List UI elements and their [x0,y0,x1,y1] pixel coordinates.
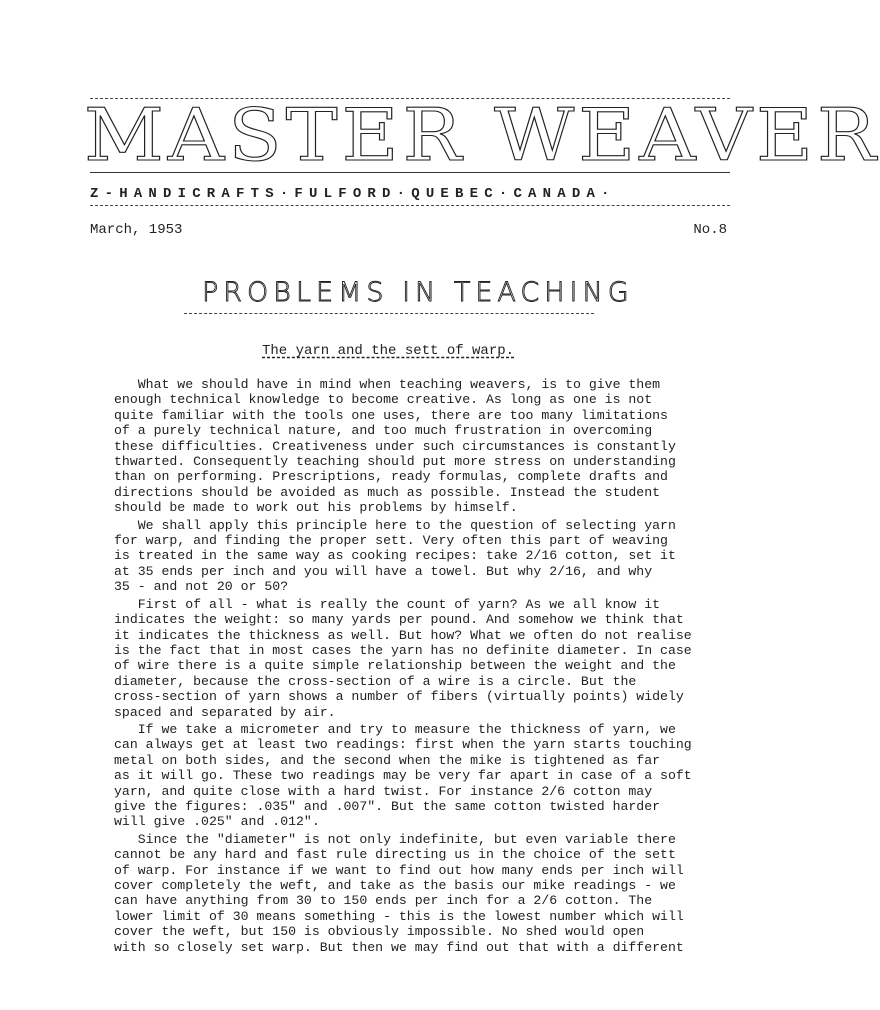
title-underline [184,313,594,314]
masthead-title: MASTER WEAVER [84,94,880,178]
article-title: PROBLEMS IN TEACHING [202,277,634,308]
issue-number: No.8 [693,222,727,238]
publisher-rule [90,205,730,206]
paragraph: We shall apply this principle here to the question of selecting yarn for warp, and finding the proper sett. Very often this part of weaving is treated in the same way as cooking recipes: take 2/16 cotton, set it at 35 ends per inch and you will have a towel. But why 2/16, and why 35 - and not 20 or 50? [114,517,676,595]
masthead-rule [90,172,730,173]
article-body [114,377,754,957]
publisher-line: Z-HANDICRAFTS·FULFORD·QUEBEC·CANADA· [90,186,616,202]
paragraph: First of all - what is really the count of yarn? As we all know it indicates the weight: so many yards per pound. And somehow we think that it indicates the thickness as well. But how? What we often do not realise is the fact that in most cases the yarn has no definite diameter. In case of wire there is a quite simple relationship between the weight and the diameter, because the cross-section of a wire is a circle. But the cross-section of yarn shows a number of fibers (virtually points) widely spaced and separated by air. [114,596,692,720]
paragraph: What we should have in mind when teaching weavers, is to give them enough technical knowledge to become creative. As long as one is not quite familiar with the tools one uses, there are too many limitations of a purely technical nature, and too much frustration in overcoming these difficulties. Creativeness under such circumstances is constantly thwarted. Consequently teaching should put more stress on understanding than on performing. Prescriptions, ready formulas, complete drafts and directions should be avoided as much as possible. Instead the student should be made to work out his problems by himself. [114,377,676,516]
paragraph: Since the "diameter" is not only indefinite, but even variable there cannot be any hard and fast rule directing us in the choice of the sett of warp. For instance if we want to find out how many ends per inch will cover completely the weft, and take as the basis our mike readings - we can have anything from 30 to 150 ends per inch for a 2/6 cotton. The lower limit of 30 means something - this is the lowest number which will cover the weft, but 150 is obviously impossible. No shed would open with so closely set warp. But then we may find out that with a different [114,831,684,955]
issue-date: March, 1953 [90,222,183,238]
paragraph: If we take a micrometer and try to measure the thickness of yarn, we can always get at least two readings: first when the yarn starts touching metal on both sides, and the second when the mike is tightened as far as it will go. These two readings may be very far apart in case of a soft yarn, and quite close with a hard twist. For instance 2/6 cotton may give the figures: .035" and .007". But the same cotton twisted harder will give .025" and .012". [114,721,692,830]
article-subtitle: The yarn and the sett of warp. [262,343,515,359]
